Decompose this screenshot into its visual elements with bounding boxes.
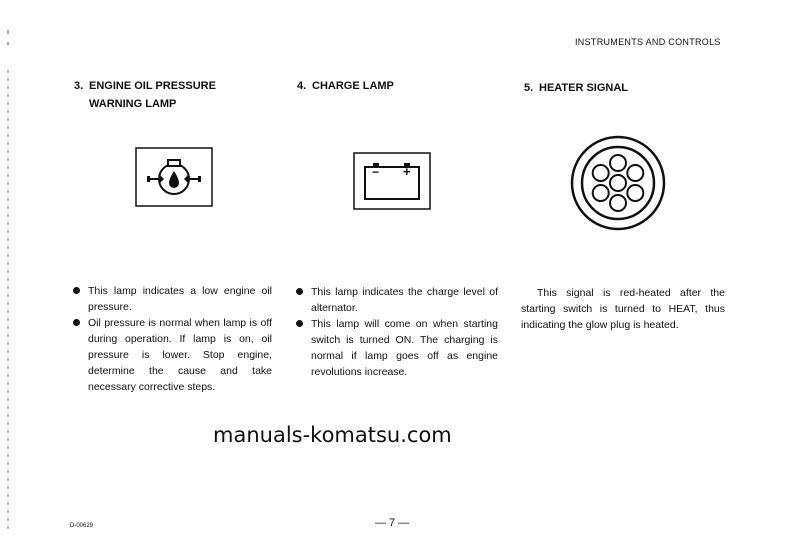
section-5-number: 5.: [524, 82, 534, 94]
section-5-title-line1: HEATER SIGNAL: [539, 82, 629, 94]
battery-plus-label: +: [403, 164, 411, 179]
battery-minus-label: −: [372, 165, 380, 179]
section-3-title-line2: WARNING LAMP: [89, 98, 177, 110]
oil-can-icon: [135, 147, 213, 207]
running-header: INSTRUMENTS AND CONTROLS: [575, 37, 721, 47]
battery-icon: [353, 152, 431, 210]
binding-margin-marks: [6, 30, 10, 540]
list-item: [296, 316, 498, 380]
section-3-item-1: This lamp indicates a low engine oil pressure.: [88, 285, 272, 313]
document-code: D-00629: [70, 523, 94, 529]
list-item: [296, 284, 498, 316]
section-5-title: [524, 79, 628, 97]
section-3-item-2: Oil pressure is normal when lamp is off during operation. If lamp is on, oil pressure is lower. Stop engine, determine the cause and take necessary corrective steps.: [88, 317, 272, 393]
bullet-icon: [73, 287, 80, 294]
list-item: [73, 315, 272, 395]
bullet-icon: [73, 319, 80, 326]
section-3-title-line1: ENGINE OIL PRESSURE: [89, 80, 216, 92]
watermark-text: manuals-komatsu.com: [213, 423, 452, 447]
section-3-body: [73, 283, 272, 395]
section-3-number: 3.: [74, 80, 84, 92]
glow-plug-heater-icon: [570, 135, 666, 231]
list-item: [73, 283, 272, 315]
bullet-icon: [296, 320, 303, 327]
section-4-title-line1: CHARGE LAMP: [312, 80, 394, 92]
section-4-number: 4.: [297, 80, 307, 92]
bullet-icon: [296, 288, 303, 295]
section-4-item-1: This lamp indicates the charge level of alternator.: [311, 286, 498, 314]
section-4-title: [297, 77, 394, 95]
section-4-body: [296, 284, 498, 380]
page-number: — 7 —: [375, 517, 410, 529]
section-5-body: This signal is red-heated after the starting switch is turned to HEAT, thus indicating the glow plug is heated.: [521, 287, 725, 331]
section-4-item-2: This lamp will come on when starting switch is turned ON. The charging is normal if lamp goes off as engine revolutions increase.: [311, 318, 498, 378]
section-3-title: [74, 77, 216, 113]
